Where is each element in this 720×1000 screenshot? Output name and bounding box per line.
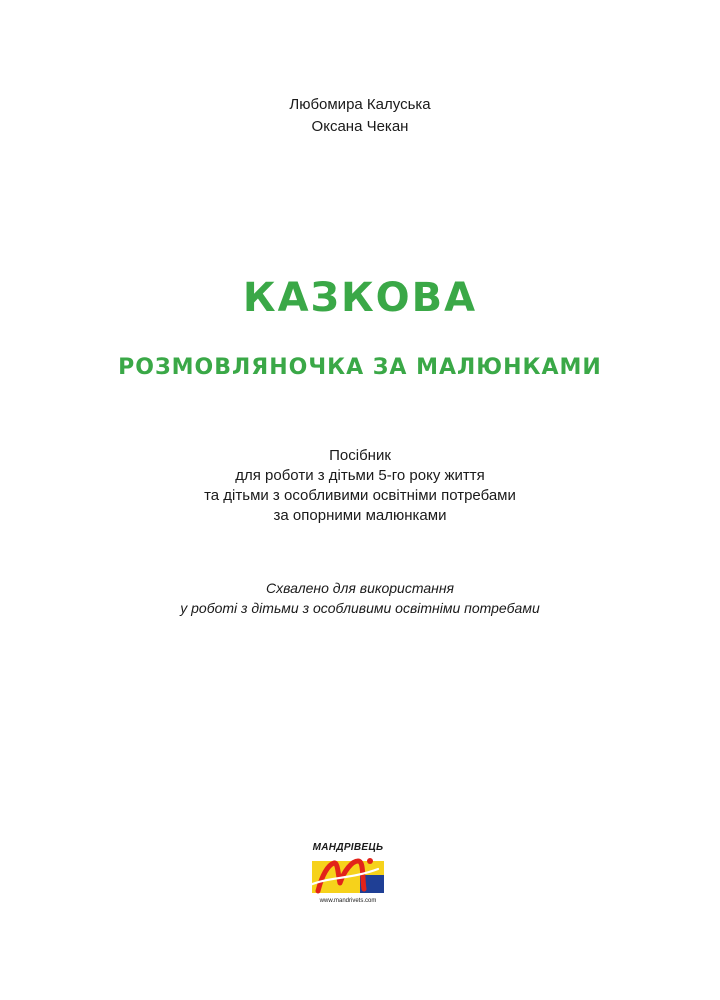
description-line: та дітьми з особливими освітніми потребами	[204, 487, 516, 504]
approval-note	[0, 578, 720, 618]
author-name: Любомира Калуська	[289, 96, 431, 113]
description-line: для роботи з дітьми 5-го року життя	[235, 467, 485, 484]
book-description	[0, 446, 720, 526]
book-subtitle: РОЗМОВЛЯНОЧКА ЗА МАЛЮНКАМИ	[118, 355, 602, 380]
publisher-logo-icon	[308, 855, 388, 897]
authors	[0, 94, 720, 138]
description-line: Посібник	[329, 447, 391, 464]
publisher-logo	[302, 842, 394, 908]
publisher-name: МАНДРІВЕЦЬ	[312, 842, 384, 853]
logo-dot	[367, 858, 373, 864]
author-name: Оксана Чекан	[311, 118, 409, 135]
approval-line: у роботі з дітьми з особливими освітніми потребами	[180, 600, 540, 616]
book-title: КАЗКОВА	[242, 275, 478, 321]
approval-line: Схвалено для використання	[265, 580, 455, 596]
description-line: за опорними малюнками	[273, 507, 447, 524]
publisher-url: www.mandrivets.com	[319, 898, 377, 904]
